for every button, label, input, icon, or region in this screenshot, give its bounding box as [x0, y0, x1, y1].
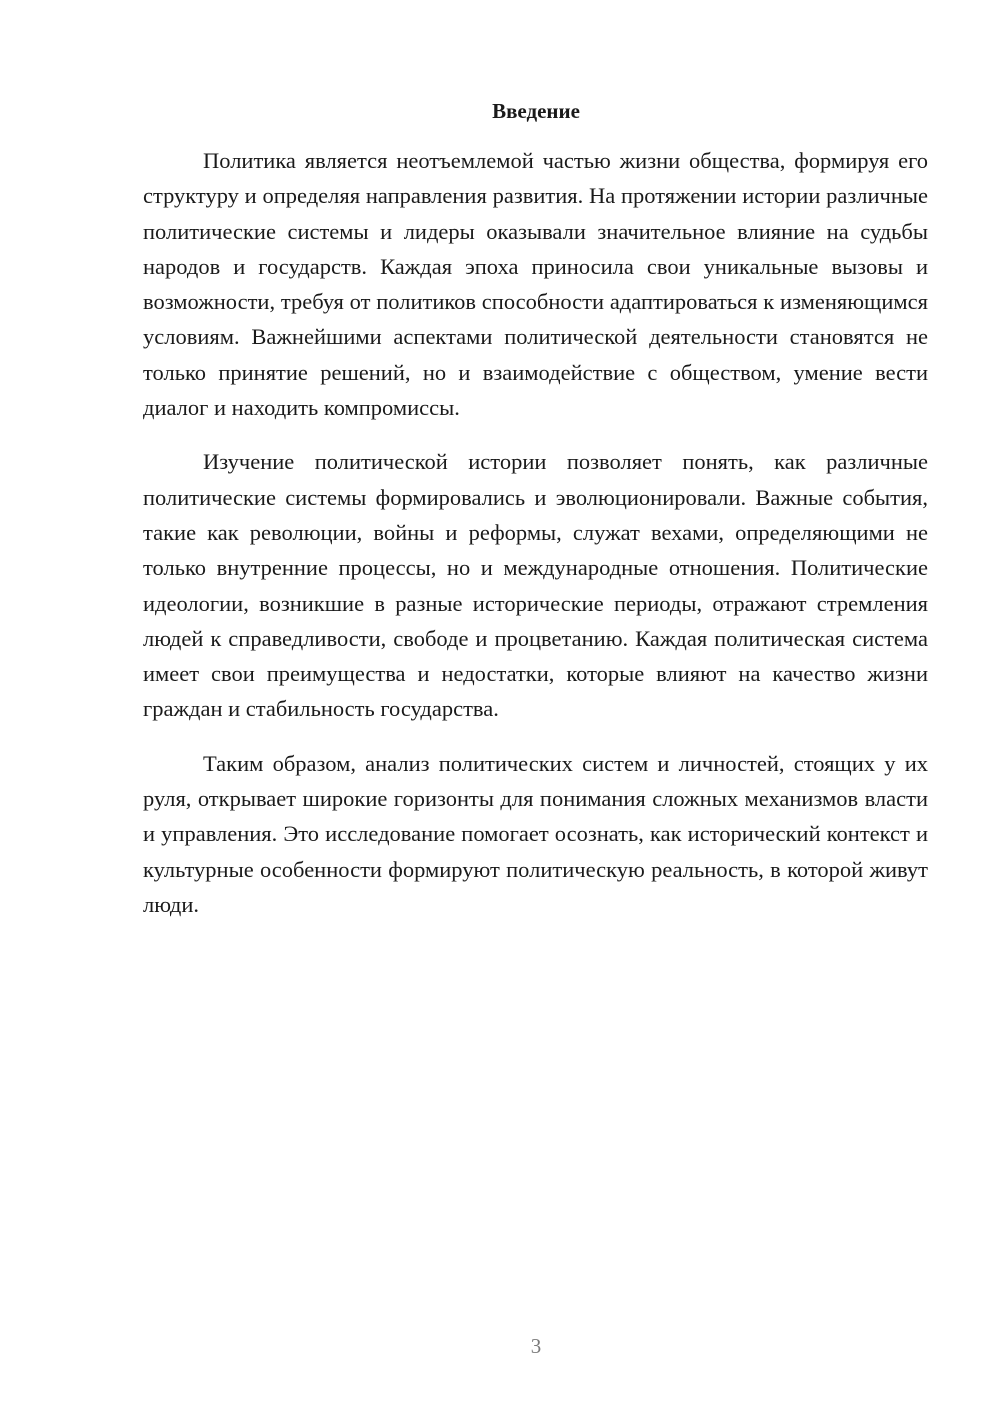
- body-text: [143, 143, 928, 941]
- section-heading: Введение: [492, 99, 580, 123]
- page-number: 3: [530, 1334, 542, 1358]
- paragraph-2: Изучение политической истории позволяет понять, как различные политические системы формировались и эволюционировали. Важные события, такие как революции, войны и реформы, служат вехами, определяющими не только внутренние процессы, но и международные отношения. Политические идеологии, возникшие в разные исторические периоды, отражают стремления людей к справедливости, свободе и процветанию. Каждая политическая система имеет свои преимущества и недостатки, которые влияют на качество жизни граждан и стабильность государства.: [143, 449, 928, 722]
- paragraph-3: Таким образом, анализ политических систем и личностей, стоящих у их руля, открывает широкие горизонты для понимания сложных механизмов власти и управления. Это исследование помогает осознать, как исторический контекст и культурные особенности формируют политическую реальность, в которой живут люди.: [143, 750, 928, 917]
- paragraph-1: Политика является неотъемлемой частью жизни общества, формируя его структуру и определяя направления развития. На протяжении истории различные политические системы и лидеры оказывали значительное влияние на судьбы народов и государств. Каждая эпоха приносила свои уникальные вызовы и возможности, требуя от политиков способности адаптироваться к изменяющимся условиям. Важнейшими аспектами политической деятельности становятся не только принятие решений, но и взаимодействие с обществом, умение вести диалог и находить компромиссы.: [143, 148, 928, 421]
